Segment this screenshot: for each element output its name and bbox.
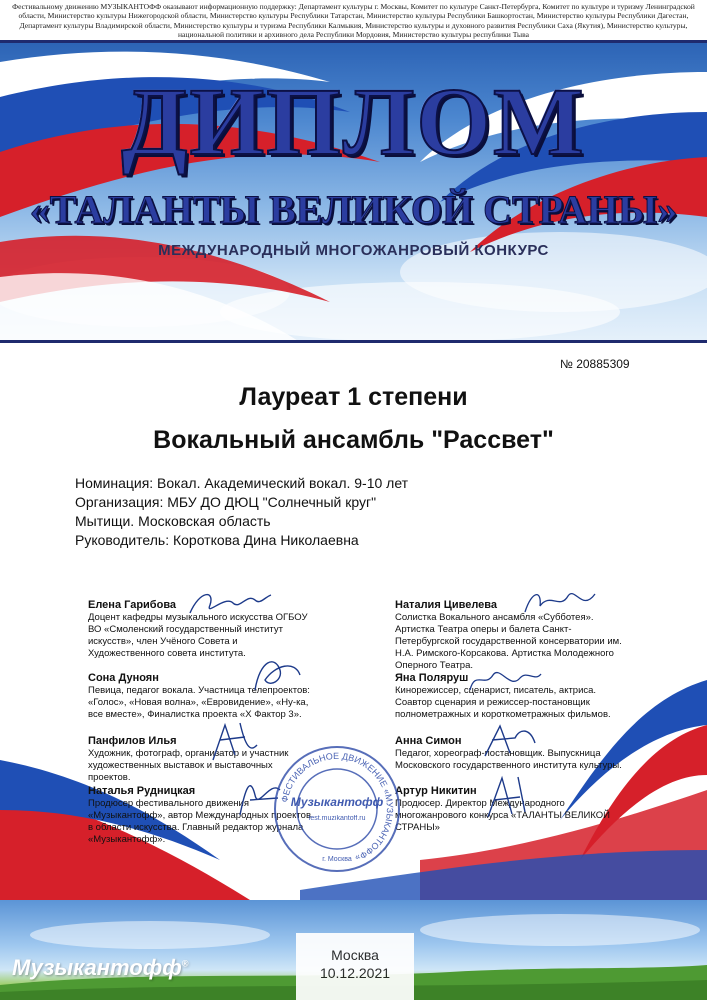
jury-description: Продюсер фестивального движения «Музыкантофф», автор Международных проектов в области искусства. Главный редактор журнала «Музыкантофф». — [88, 798, 311, 845]
jury-name: Яна Поляруш — [395, 672, 469, 684]
signature-image — [185, 585, 275, 625]
jury-description: Продюсер. Директор Международного многожанрового конкурса «ТАЛАНТЫ ВЕЛИКОЙ СТРАНЫ» — [395, 798, 610, 833]
participant-details — [75, 474, 408, 550]
jury-name: Артур Никитин — [395, 785, 477, 797]
jury-name: Наталия Цивелева — [395, 599, 498, 611]
nomination-line: Номинация: Вокал. Академический вокал. 9-10 лет — [75, 475, 409, 491]
signature-image — [480, 772, 540, 822]
stamp-brand: Музыкантофф — [290, 795, 384, 809]
jury-name: Наталья Рудницкая — [88, 785, 196, 797]
muzykantoff-logo — [12, 955, 188, 981]
stamp-site: fest.muzikantoff.ru — [308, 815, 366, 822]
support-note: Фестивальному движению МУЗЫКАНТОФФ оказывают информационную поддержку: Департамент культуры г. Москвы, Комитет по культуре Санкт-Петербурга, Комитет по культуре и туризму Ленинградской области, Министерство культуры Нижегородской области, Министерство культуры Республики Татарстан, Министерство культуры Республики Башкортостан, Министерство культуры Республики Дагестан, Департамент культуры Владимирской области, Министерство культуры и туризма Республики Калмыкия, Министерство культуры и духовного развития Республики Саха (Якутия), Министерство культуры, национальной политики и архивного дела Республики Мордовия, Министерство культуры республики Тыва — [12, 2, 695, 40]
jury-description: Педагог, хореограф-постановщик. Выпускница Московского государственного института культуры. — [395, 748, 622, 771]
signature-image — [245, 650, 305, 700]
logo-text: Музыкантофф — [12, 955, 182, 980]
signature-image — [205, 715, 265, 765]
signature-image — [465, 660, 545, 700]
registered-mark: ® — [181, 958, 189, 969]
signature-image — [480, 718, 540, 763]
award-title: Лауреат 1 степени — [239, 383, 468, 411]
jury-description: Кинорежиссер, сценарист, писатель, актриса. Соавтор сценария и режиссер-постановщик полнометражных и короткометражных фильмов. — [395, 685, 611, 720]
ensemble-name: Вокальный ансамбль "Рассвет" — [153, 426, 554, 454]
stamp-ring-text: ФЕСТИВАЛЬНОЕ ДВИЖЕНИЕ «МУЗЫКАНТОФФ» — [279, 750, 396, 864]
city-line: Мытищи. Московская область — [75, 513, 271, 529]
jury-description: Доцент кафедры музыкального искусства ОГБОУ ВО «Смоленский государственный институт искусств», член Учёного Совета и Художественного совета института. — [88, 612, 308, 659]
footer-date: 10.12.2021 — [319, 965, 391, 981]
signature-image — [520, 582, 600, 622]
title-diploma: ДИПЛОМ — [121, 68, 586, 175]
diploma-number: № 20885309 — [560, 357, 630, 371]
supervisor-line: Руководитель: Короткова Дина Николаевна — [75, 532, 359, 548]
jury-description: Художник, фотограф, организатор и участник художественных выставок и выставочных проектов. — [88, 748, 289, 783]
footer-city: Москва — [331, 947, 379, 963]
stamp-city: г. Москва — [322, 856, 352, 863]
title-tagline: МЕЖДУНАРОДНЫЙ МНОГОЖАНРОВЫЙ КОНКУРС — [158, 242, 549, 259]
jury-description: Певица, педагог вокала. Участница телепроектов: «Голос», «Новая волна», «Евровидение», «Ну-ка, все вместе», Финалистка проекта «Х Фактор 3». — [88, 685, 310, 720]
place-date-box — [296, 933, 414, 1000]
jury-name: Елена Гарибова — [88, 599, 177, 611]
title-contest-name: «ТАЛАНТЫ ВЕЛИКОЙ СТРАНЫ» — [29, 187, 678, 232]
organization-line: Организация: МБУ ДО ДЮЦ "Солнечный круг" — [75, 494, 377, 510]
organizer-stamp — [272, 744, 402, 874]
jury-name: Панфилов Илья — [88, 735, 177, 747]
jury-name: Анна Симон — [395, 735, 462, 747]
jury-description: Солистка Вокального ансамбля «Субботея». Артистка Театра оперы и балета Санкт-Петербургской государственной консерватории им. Н.А. Римского-Корсакова. Артистка Молодежного Оперного Театра. — [395, 612, 622, 671]
jury-name: Сона Дуноян — [88, 672, 159, 684]
